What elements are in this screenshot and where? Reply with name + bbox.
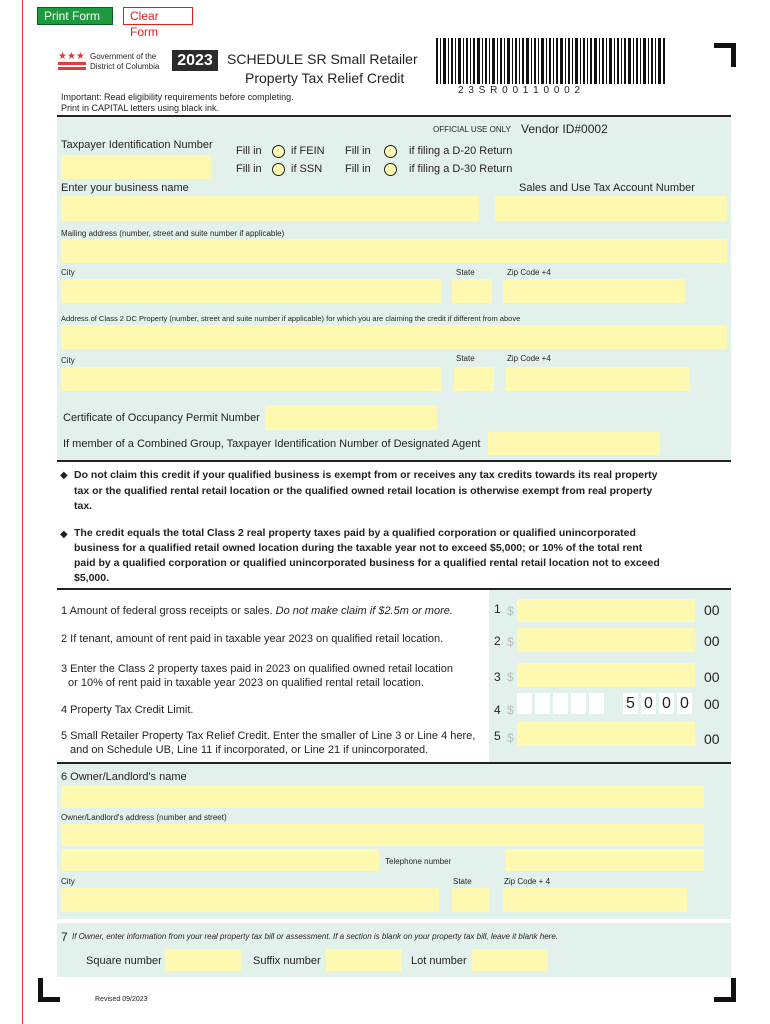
line1-label bbox=[61, 605, 453, 617]
form-title-line-2: Property Tax Relief Credit bbox=[245, 70, 405, 86]
line2-amount-input[interactable] bbox=[517, 628, 695, 652]
state-label: State bbox=[456, 268, 475, 277]
d30-radio[interactable] bbox=[384, 163, 397, 176]
line3-cents: 00 bbox=[704, 669, 720, 685]
line1-dollar: $ bbox=[507, 604, 514, 618]
owner-name-label: 6 Owner/Landlord's name bbox=[61, 771, 187, 783]
section7-number: 7 bbox=[61, 930, 68, 944]
line4-digit: 0 bbox=[677, 693, 692, 714]
note1-line-3: tax. bbox=[74, 500, 93, 512]
line4-digit: 0 bbox=[641, 693, 656, 714]
mailing-address-input[interactable] bbox=[61, 239, 727, 263]
state-input[interactable] bbox=[452, 279, 492, 303]
year-badge: 2023 bbox=[172, 50, 218, 71]
clear-form-button[interactable]: Clear Form bbox=[123, 7, 193, 25]
note2-line-3: paid by a qualified corporation or qualified unincorporated business for a qualified rental retail location not to exceed bbox=[74, 557, 660, 569]
owner-state-label: State bbox=[453, 877, 472, 886]
owner-phone-input[interactable] bbox=[506, 849, 704, 871]
line5-label-b: and on Schedule UB, Line 11 if incorporated, or Line 21 if unincorporated. bbox=[70, 744, 429, 756]
line4-digit-blank bbox=[535, 693, 550, 714]
vendor-id: Vendor ID#0002 bbox=[521, 122, 608, 136]
d20-radio[interactable] bbox=[384, 145, 397, 158]
line1-italic: Do not make claim if $2.5m or more. bbox=[275, 605, 453, 617]
line3-label-b: or 10% of rent paid in taxable year 2023 on qualified rental retail location. bbox=[68, 677, 424, 689]
section7-text: If Owner, enter information from your real property tax bill or assessment. If a section is blank on your property tax bill, leave it blank here. bbox=[72, 932, 558, 941]
line5-number: 5 bbox=[494, 729, 501, 743]
corner-mark-top-right-v bbox=[731, 43, 736, 67]
line4-cents: 00 bbox=[704, 696, 720, 712]
square-number-label: Square number bbox=[86, 955, 162, 967]
property-state-input[interactable] bbox=[454, 367, 494, 391]
city-input[interactable] bbox=[61, 279, 441, 303]
fill-in-fein-label: Fill in bbox=[236, 145, 262, 157]
left-margin-rule bbox=[22, 0, 23, 1024]
mailing-address-label: Mailing address (number, street and suite number if applicable) bbox=[61, 229, 285, 238]
owner-name-input[interactable] bbox=[61, 786, 704, 808]
property-city-input[interactable] bbox=[61, 367, 441, 391]
business-name-label: Enter your business name bbox=[61, 182, 189, 194]
fill-in-d20-label: Fill in bbox=[345, 145, 371, 157]
city-label: City bbox=[61, 268, 75, 277]
line3-label-a: 3 Enter the Class 2 property taxes paid in 2023 on qualified owned retail location bbox=[61, 663, 453, 675]
gov-line-1: Government of the bbox=[90, 52, 157, 61]
line4-digit-blank bbox=[553, 693, 568, 714]
zip-label: Zip Code +4 bbox=[507, 268, 551, 277]
revised-date: Revised 09/2023 bbox=[95, 996, 148, 1003]
coo-label: Certificate of Occupancy Permit Number bbox=[63, 412, 260, 424]
fill-in-d30-label: Fill in bbox=[345, 163, 371, 175]
lot-number-input[interactable] bbox=[472, 949, 548, 971]
note2-line-2: business for a qualified retail owned location during the taxable year not to exceed $5,000; or 10% of the total rent bbox=[74, 542, 643, 554]
sales-tax-account-input[interactable] bbox=[495, 196, 727, 221]
note1-line-1: Do not claim this credit if your qualified business is exempt from or receives any tax credits towards its real property bbox=[74, 469, 658, 481]
property-state-label: State bbox=[456, 354, 475, 363]
owner-phone-label: Telephone number bbox=[385, 857, 452, 866]
sales-tax-label: Sales and Use Tax Account Number bbox=[519, 182, 695, 194]
note2-line-1: The credit equals the total Class 2 real property taxes paid by a qualified corporation or qualified unincorporated bbox=[74, 527, 636, 539]
line4-number: 4 bbox=[494, 703, 501, 717]
dc-flag-logo-icon bbox=[58, 51, 86, 71]
owner-city-input[interactable] bbox=[61, 888, 439, 912]
line1-number: 1 bbox=[494, 602, 501, 616]
important-note-2: Print in CAPITAL letters using black ink. bbox=[61, 103, 220, 113]
lot-number-label: Lot number bbox=[411, 955, 467, 967]
line4-label: 4 Property Tax Credit Limit. bbox=[61, 704, 194, 716]
note-bullet-1: ◆ bbox=[60, 470, 68, 481]
form-title-line-1: SCHEDULE SR Small Retailer bbox=[227, 51, 418, 67]
print-form-button[interactable]: Print Form bbox=[37, 7, 113, 25]
if-d20-label: if filing a D-20 Return bbox=[409, 145, 513, 157]
corner-mark-bottom-right-h bbox=[714, 997, 736, 1002]
note2-line-4: $5,000. bbox=[74, 572, 110, 584]
svg-text:★★★: ★★★ bbox=[58, 51, 85, 62]
line4-digit-blank bbox=[571, 693, 586, 714]
barcode-digits: 2 3 S R 0 0 1 1 0 0 0 2 bbox=[458, 85, 582, 96]
ssn-radio[interactable] bbox=[272, 163, 285, 176]
line5-label-a: 5 Small Retailer Property Tax Relief Credit. Enter the smaller of Line 3 or Line 4 here, bbox=[61, 730, 476, 742]
line4-digit-blank bbox=[589, 693, 604, 714]
notes-top-rule bbox=[57, 460, 731, 462]
line1-main: 1 Amount of federal gross receipts or sales. bbox=[61, 605, 273, 617]
property-zip-input[interactable] bbox=[506, 367, 690, 391]
owner-city-label: City bbox=[61, 877, 75, 886]
line2-dollar: $ bbox=[507, 635, 514, 649]
line4-dollar: $ bbox=[507, 703, 514, 717]
if-fein-label: if FEIN bbox=[291, 145, 325, 157]
line5-dollar: $ bbox=[507, 731, 514, 745]
fill-in-ssn-label: Fill in bbox=[236, 163, 262, 175]
if-ssn-label: if SSN bbox=[291, 163, 323, 175]
tin-label: Taxpayer Identification Number bbox=[61, 139, 213, 151]
line5-amount-input[interactable] bbox=[517, 722, 695, 746]
barcode bbox=[436, 38, 666, 84]
tin-input[interactable] bbox=[61, 155, 211, 179]
business-name-input[interactable] bbox=[61, 196, 479, 221]
owner-zip-input[interactable] bbox=[503, 888, 687, 912]
line3-number: 3 bbox=[494, 670, 501, 684]
line4-digit-blank bbox=[517, 693, 532, 714]
note1-line-2: tax or the qualified rental retail location or the qualified owned retail location is otherwise exempt from real property bbox=[74, 485, 653, 497]
gov-line-2: District of Columbia bbox=[90, 62, 160, 71]
important-note-1: Important: Read eligibility requirements before completing. bbox=[61, 92, 294, 102]
official-use-label: OFFICIAL USE ONLY bbox=[433, 125, 511, 134]
line4-digit: 5 bbox=[623, 693, 638, 714]
note-bullet-2: ◆ bbox=[60, 529, 68, 540]
owner-address-label: Owner/Landlord's address (number and street) bbox=[61, 813, 227, 822]
line1-cents: 00 bbox=[704, 602, 720, 618]
suffix-number-label: Suffix number bbox=[253, 955, 321, 967]
designated-agent-tin-input[interactable] bbox=[488, 432, 660, 455]
line3-dollar: $ bbox=[507, 670, 514, 684]
property-zip-label: Zip Code +4 bbox=[507, 354, 551, 363]
line4-digit: 0 bbox=[659, 693, 674, 714]
line5-cents: 00 bbox=[704, 731, 720, 747]
owner-state-input[interactable] bbox=[452, 888, 490, 912]
corner-mark-bottom-left-h bbox=[38, 997, 60, 1002]
line2-label: 2 If tenant, amount of rent paid in taxable year 2023 on qualified retail location. bbox=[61, 633, 444, 645]
if-d30-label: if filing a D-30 Return bbox=[409, 163, 513, 175]
line2-cents: 00 bbox=[704, 633, 720, 649]
combined-group-label: If member of a Combined Group, Taxpayer Identification Number of Designated Agent bbox=[63, 438, 481, 450]
line3-amount-input[interactable] bbox=[517, 663, 695, 687]
line2-number: 2 bbox=[494, 634, 501, 648]
coo-input[interactable] bbox=[265, 405, 437, 430]
owner-address-input[interactable] bbox=[61, 824, 704, 846]
square-number-input[interactable] bbox=[165, 949, 241, 971]
zip-input[interactable] bbox=[503, 279, 685, 303]
owner-zip-label: Zip Code + 4 bbox=[504, 877, 551, 886]
property-city-label: City bbox=[61, 356, 75, 365]
owner-address-line2-input[interactable] bbox=[61, 849, 379, 871]
suffix-number-input[interactable] bbox=[326, 949, 402, 971]
line1-amount-input[interactable] bbox=[517, 599, 695, 622]
fein-radio[interactable] bbox=[272, 145, 285, 158]
property-address-label: Address of Class 2 DC Property (number, street and suite number if applicable) for which you are claiming the credit if different from above bbox=[61, 314, 521, 323]
property-address-input[interactable] bbox=[61, 325, 727, 349]
